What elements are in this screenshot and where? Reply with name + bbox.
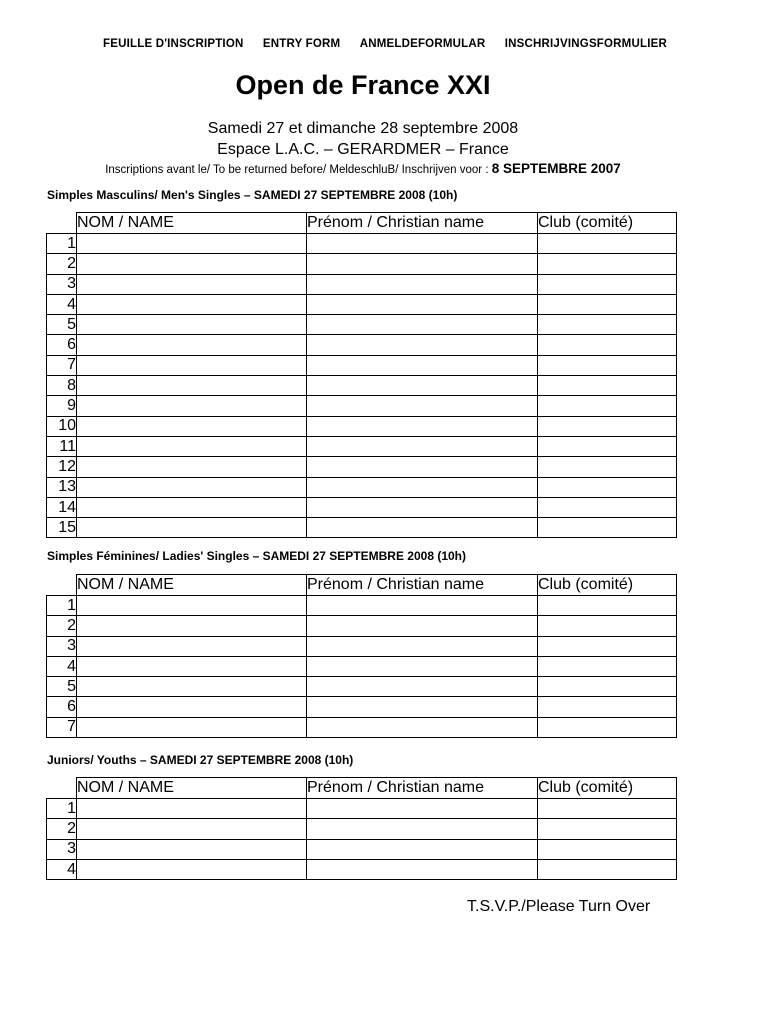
table-row: [47, 656, 677, 676]
club-cell[interactable]: [538, 656, 677, 676]
first-name-cell[interactable]: [307, 697, 538, 717]
name-cell[interactable]: [77, 799, 307, 819]
first-name-cell[interactable]: [307, 717, 538, 737]
table-row: [47, 335, 677, 355]
table-row: [47, 518, 677, 538]
club-cell[interactable]: [538, 315, 677, 335]
row-number: 1: [47, 799, 77, 819]
name-cell[interactable]: [77, 518, 307, 538]
name-cell[interactable]: [77, 294, 307, 314]
table-row: [47, 839, 677, 859]
first-name-cell[interactable]: [307, 819, 538, 839]
name-column-header: NOM / NAME: [77, 778, 307, 799]
row-number: 14: [47, 497, 77, 517]
deadline-date: 8 SEPTEMBRE 2007: [491, 161, 621, 176]
name-cell[interactable]: [77, 376, 307, 396]
row-number: 10: [47, 416, 77, 436]
club-column-header: Club (comité): [538, 213, 677, 234]
row-number: 2: [47, 616, 77, 636]
name-column-header: NOM / NAME: [77, 213, 307, 234]
row-number: 7: [47, 355, 77, 375]
club-cell[interactable]: [538, 234, 677, 254]
row-number: 13: [47, 477, 77, 497]
table-row: [47, 616, 677, 636]
header-french: FEUILLE D'INSCRIPTION: [103, 38, 244, 50]
number-column-header: [47, 213, 77, 234]
name-cell[interactable]: [77, 656, 307, 676]
first-name-cell[interactable]: [307, 636, 538, 656]
club-cell[interactable]: [538, 335, 677, 355]
table-row: [47, 254, 677, 274]
first-name-cell[interactable]: [307, 596, 538, 616]
table-row: [47, 497, 677, 517]
turn-over-note: T.S.V.P./Please Turn Over: [467, 898, 651, 915]
table-row: [47, 416, 677, 436]
table-row: [47, 396, 677, 416]
name-cell[interactable]: [77, 859, 307, 879]
name-cell[interactable]: [77, 396, 307, 416]
first-name-cell[interactable]: [307, 355, 538, 375]
first-name-cell[interactable]: [307, 436, 538, 456]
row-number: 15: [47, 518, 77, 538]
table-row: [47, 436, 677, 456]
name-cell[interactable]: [77, 819, 307, 839]
table-row: [47, 234, 677, 254]
club-cell[interactable]: [538, 254, 677, 274]
table-row: [47, 274, 677, 294]
table-row: [47, 596, 677, 616]
club-cell[interactable]: [538, 396, 677, 416]
club-cell[interactable]: [538, 616, 677, 636]
first-name-cell[interactable]: [307, 839, 538, 859]
club-cell[interactable]: [538, 457, 677, 477]
club-cell[interactable]: [538, 636, 677, 656]
row-number: 5: [47, 677, 77, 697]
row-number: 6: [47, 697, 77, 717]
table-header-row: [47, 575, 677, 596]
row-number: 3: [47, 274, 77, 294]
club-cell[interactable]: [538, 376, 677, 396]
name-cell[interactable]: [77, 355, 307, 375]
first-name-cell[interactable]: [307, 376, 538, 396]
table-row: [47, 859, 677, 879]
table-row: [47, 294, 677, 314]
event-venue: Espace L.A.C. – GERARDMER – France: [217, 141, 509, 158]
name-cell[interactable]: [77, 254, 307, 274]
first-name-cell[interactable]: [307, 518, 538, 538]
first-name-column-header: Prénom / Christian name: [307, 213, 538, 234]
name-column-header: NOM / NAME: [77, 575, 307, 596]
club-cell[interactable]: [538, 839, 677, 859]
club-cell[interactable]: [538, 799, 677, 819]
page-title: Open de France XXI: [235, 70, 491, 100]
club-cell[interactable]: [538, 859, 677, 879]
section-title-mens-singles: Simples Masculins/ Men's Singles – SAMEDI 27 SEPTEMBRE 2008 (10h): [47, 188, 458, 202]
header-dutch: INSCHRIJVINGSFORMULIER: [504, 38, 667, 50]
club-cell[interactable]: [538, 355, 677, 375]
table-row: [47, 315, 677, 335]
row-number: 5: [47, 315, 77, 335]
club-cell[interactable]: [538, 497, 677, 517]
first-name-cell[interactable]: [307, 416, 538, 436]
first-name-column-header: Prénom / Christian name: [307, 575, 538, 596]
club-cell[interactable]: [538, 274, 677, 294]
club-cell[interactable]: [538, 677, 677, 697]
row-number: 2: [47, 819, 77, 839]
first-name-cell[interactable]: [307, 315, 538, 335]
first-name-column-header: Prénom / Christian name: [307, 778, 538, 799]
number-column-header: [47, 778, 77, 799]
first-name-cell[interactable]: [307, 616, 538, 636]
first-name-cell[interactable]: [307, 457, 538, 477]
table-row: [47, 697, 677, 717]
first-name-cell[interactable]: [307, 396, 538, 416]
first-name-cell[interactable]: [307, 234, 538, 254]
first-name-cell[interactable]: [307, 335, 538, 355]
first-name-cell[interactable]: [307, 274, 538, 294]
row-number: 4: [47, 294, 77, 314]
first-name-cell[interactable]: [307, 677, 538, 697]
first-name-cell[interactable]: [307, 254, 538, 274]
row-number: 1: [47, 234, 77, 254]
table-row: [47, 376, 677, 396]
name-cell[interactable]: [77, 839, 307, 859]
club-cell[interactable]: [538, 819, 677, 839]
row-number: 7: [47, 717, 77, 737]
event-dates: Samedi 27 et dimanche 28 septembre 2008: [207, 120, 519, 137]
first-name-cell[interactable]: [307, 294, 538, 314]
row-number: 3: [47, 839, 77, 859]
table-row: [47, 799, 677, 819]
name-cell[interactable]: [77, 697, 307, 717]
header-german: ANMELDEFORMULAR: [359, 38, 486, 50]
club-cell[interactable]: [538, 596, 677, 616]
row-number: 4: [47, 656, 77, 676]
name-cell[interactable]: [77, 274, 307, 294]
name-cell[interactable]: [77, 616, 307, 636]
row-number: 8: [47, 376, 77, 396]
first-name-cell[interactable]: [307, 477, 538, 497]
row-number: 11: [47, 436, 77, 456]
name-cell[interactable]: [77, 315, 307, 335]
header-english: ENTRY FORM: [262, 38, 341, 50]
ladies-singles-table: [46, 574, 677, 738]
juniors-table: [46, 777, 677, 880]
club-cell[interactable]: [538, 436, 677, 456]
club-column-header: Club (comité): [538, 778, 677, 799]
first-name-cell[interactable]: [307, 799, 538, 819]
mens-singles-table: [46, 212, 677, 538]
name-cell[interactable]: [77, 717, 307, 737]
row-number: 1: [47, 596, 77, 616]
club-cell[interactable]: [538, 416, 677, 436]
name-cell[interactable]: [77, 416, 307, 436]
section-title-juniors: Juniors/ Youths – SAMEDI 27 SEPTEMBRE 2008 (10h): [47, 753, 354, 767]
club-cell[interactable]: [538, 477, 677, 497]
name-cell[interactable]: [77, 497, 307, 517]
club-cell[interactable]: [538, 518, 677, 538]
registration-deadline: [0, 161, 726, 176]
table-row: [47, 457, 677, 477]
row-number: 2: [47, 254, 77, 274]
name-cell[interactable]: [77, 477, 307, 497]
table-header-row: [47, 213, 677, 234]
row-number: 6: [47, 335, 77, 355]
name-cell[interactable]: [77, 677, 307, 697]
club-cell[interactable]: [538, 294, 677, 314]
table-header-row: [47, 778, 677, 799]
deadline-label: Inscriptions avant le/ To be returned before/ MeldeschluB/ Inschrijven voor :: [105, 164, 489, 176]
name-cell[interactable]: [77, 457, 307, 477]
row-number: 4: [47, 859, 77, 879]
club-cell[interactable]: [538, 717, 677, 737]
number-column-header: [47, 575, 77, 596]
club-cell[interactable]: [538, 697, 677, 717]
row-number: 3: [47, 636, 77, 656]
table-row: [47, 717, 677, 737]
form-type-header: [0, 38, 770, 52]
club-column-header: Club (comité): [538, 575, 677, 596]
name-cell[interactable]: [77, 596, 307, 616]
first-name-cell[interactable]: [307, 497, 538, 517]
row-number: 12: [47, 457, 77, 477]
first-name-cell[interactable]: [307, 656, 538, 676]
row-number: 9: [47, 396, 77, 416]
table-row: [47, 355, 677, 375]
first-name-cell[interactable]: [307, 859, 538, 879]
table-row: [47, 636, 677, 656]
name-cell[interactable]: [77, 636, 307, 656]
name-cell[interactable]: [77, 234, 307, 254]
table-row: [47, 677, 677, 697]
table-row: [47, 819, 677, 839]
name-cell[interactable]: [77, 436, 307, 456]
table-row: [47, 477, 677, 497]
section-title-ladies-singles: Simples Féminines/ Ladies' Singles – SAMEDI 27 SEPTEMBRE 2008 (10h): [47, 549, 466, 563]
name-cell[interactable]: [77, 335, 307, 355]
